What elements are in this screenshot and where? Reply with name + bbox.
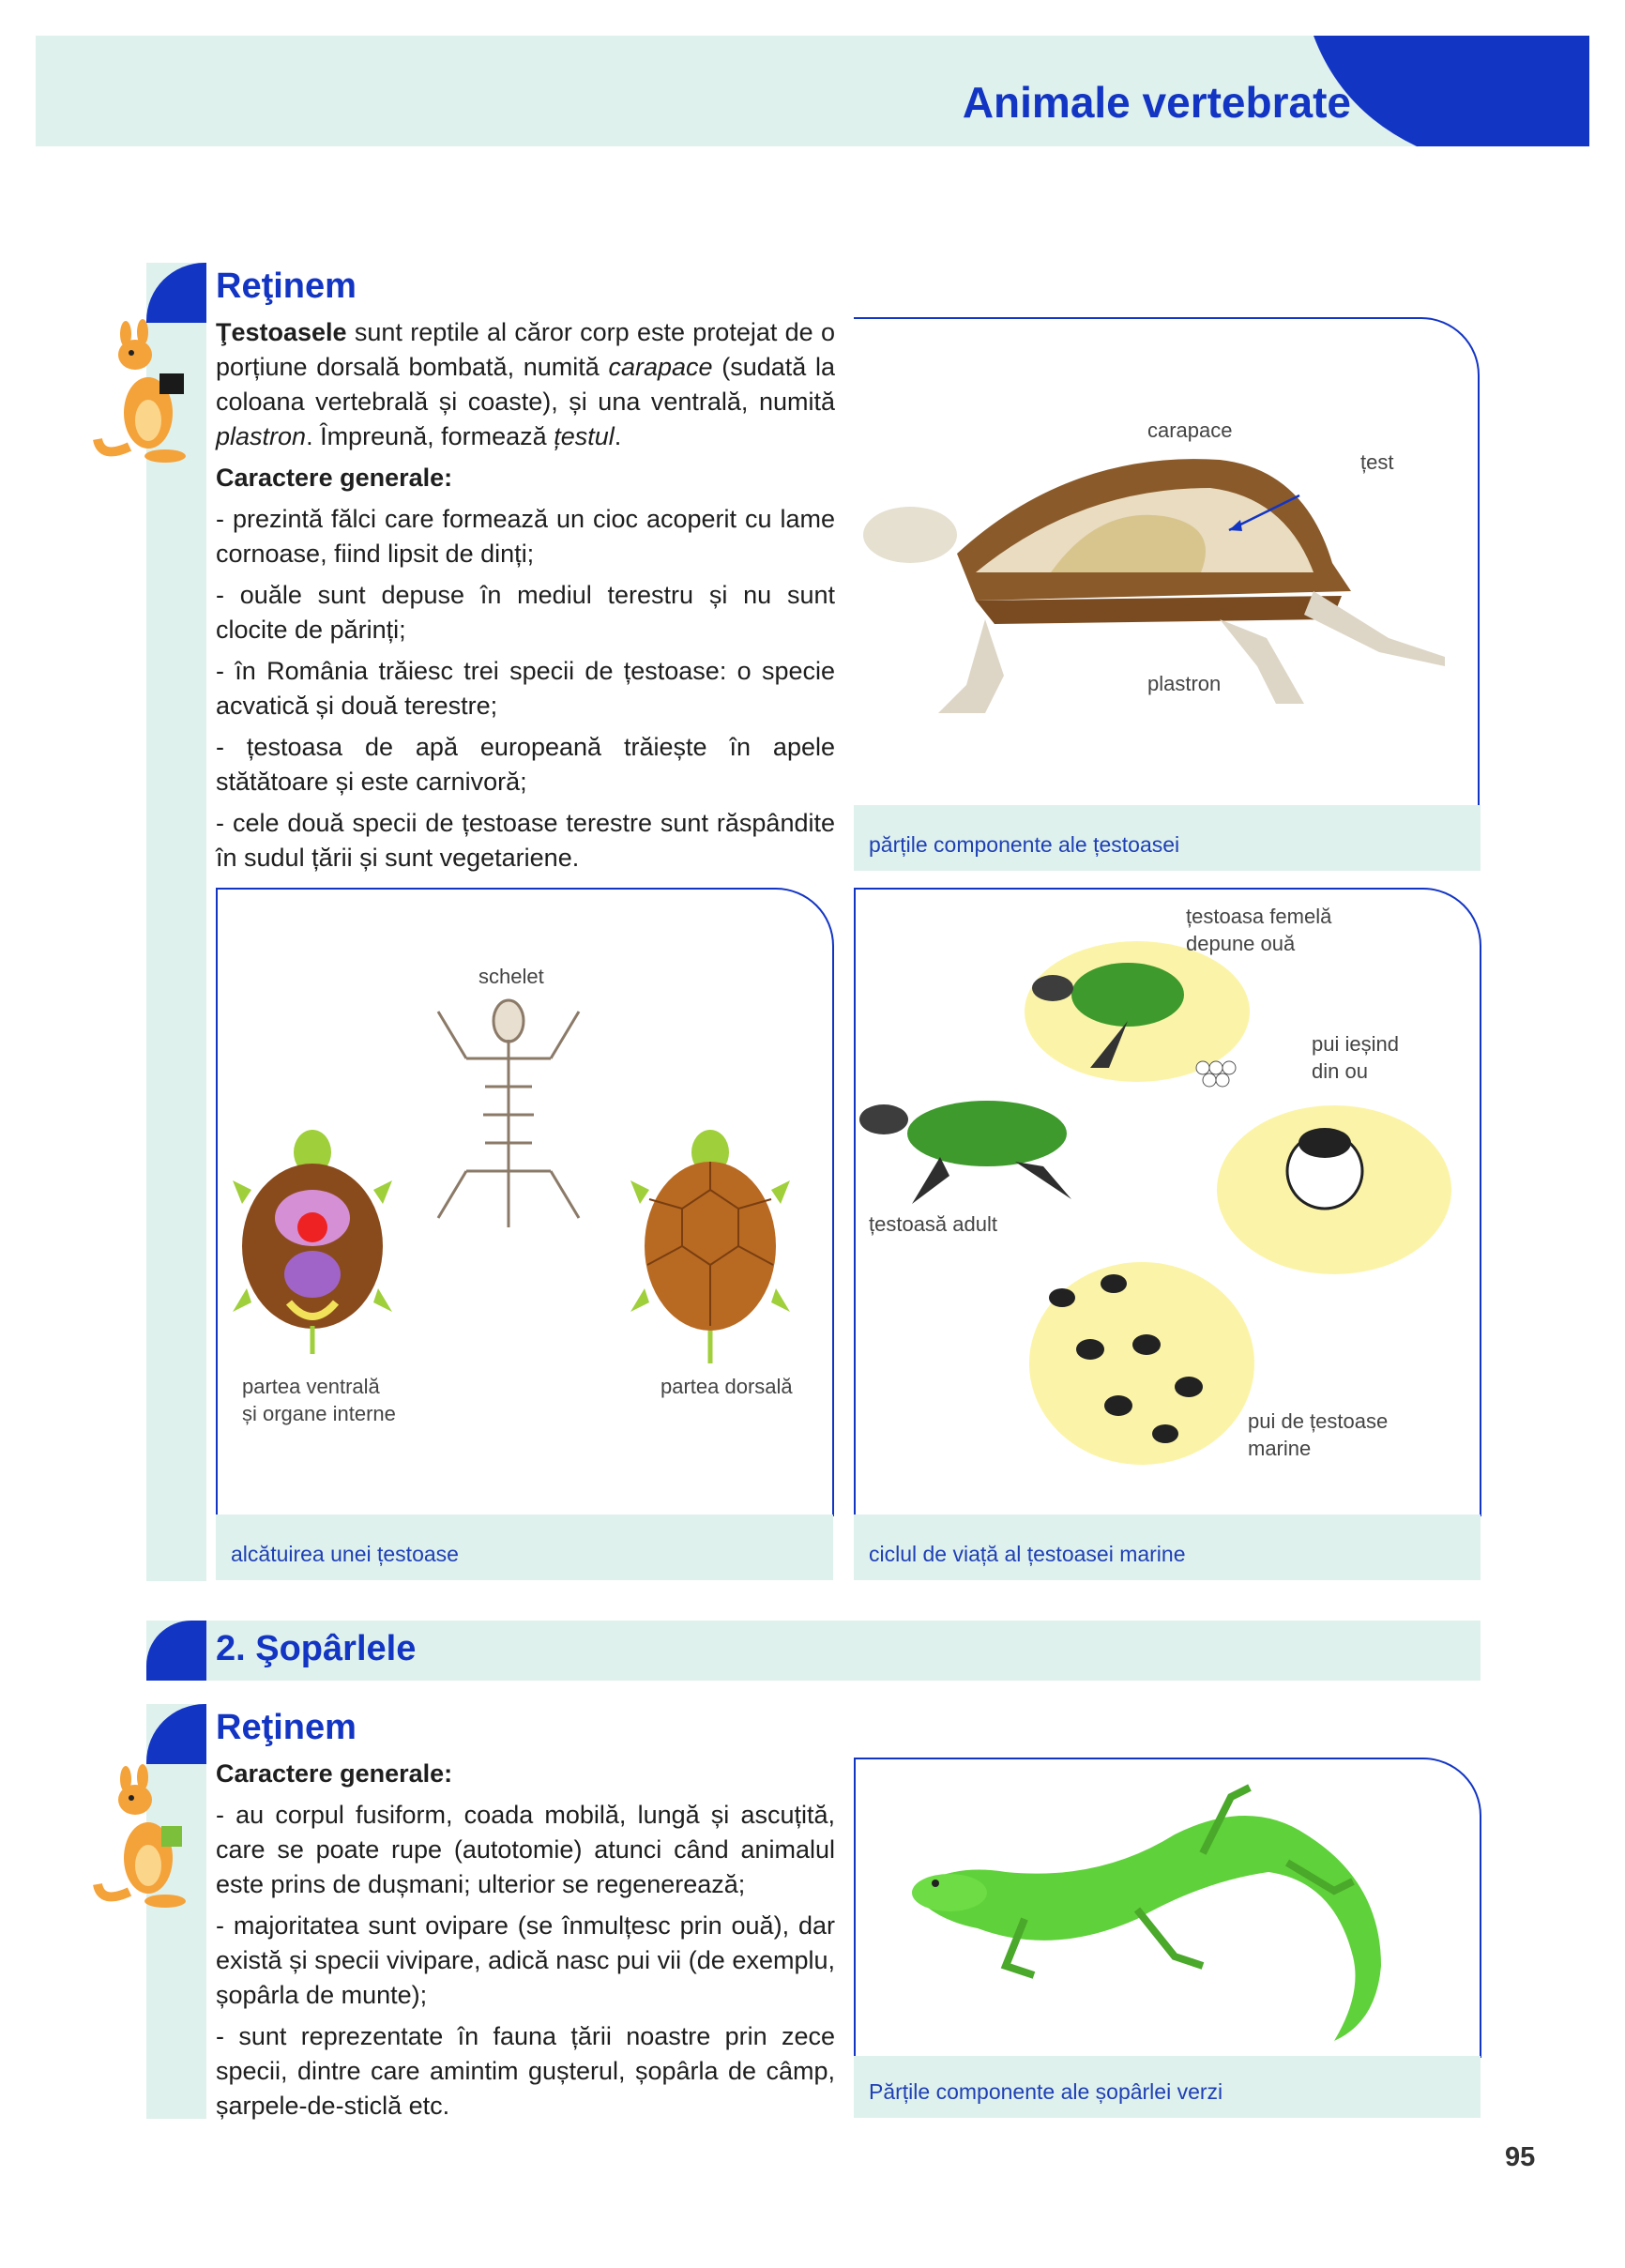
figure-turtle-structure [216,888,834,1516]
figure-green-lizard [854,1758,1481,2058]
section2-bullet: - majoritatea sunt ovipare (se înmulțesc prin ouă), dar există și specii vivipare, adică nasc pui vii (de exemplu, șopârla de munte); [216,1911,835,2009]
label-hatch-line2: din ou [1312,1059,1368,1083]
adult-turtle-image [856,1082,1090,1213]
caption-turtle-structure: alcătuirea unei țestoase [216,1515,833,1580]
section2-text [216,1757,835,2130]
section1-subheading: Caractere generale: [216,464,453,492]
section2-subheading: Caractere generale: [216,1759,453,1788]
label-carapace: carapace [1147,419,1233,442]
turtle-dorsal-image [621,1124,799,1368]
kangaroo-mascot-icon [92,1764,205,1914]
section1-text [216,315,835,882]
caption-sea-turtle-lifecycle: ciclul de viață al țestoasei marine [854,1515,1481,1580]
turtle-skeleton-image [429,993,588,1246]
section2-bullet: - au corpul fusiform, coada mobilă, lungă și ascuțită, care se poate rupe (autotomie) atunci când animalul este prins de dușmani; ulterior se regenerează; [216,1801,835,1898]
section2-heading: Reţinem [216,1708,357,1747]
section1-bullet: - cele două specii de țestoase terestre sunt răspândite în sudul țării și sunt vegetariene. [216,809,835,872]
label-skeleton: schelet [478,965,544,988]
label-dorsal: partea dorsală [661,1375,793,1398]
section2-bullet: - sunt reprezentate în fauna țării noastre prin zece specii, dintre care amintim gușterul, șopârla de câmp, șarpele-de-sticlă etc. [216,2022,835,2120]
section1-bullet: - prezintă fălci care formează un cioc acoperit cu lame cornoase, fiind lipsit de dinți; [216,505,835,568]
section1-heading: Reţinem [216,266,357,306]
label-young-line1: pui de țestoase [1248,1409,1389,1433]
caption-turtle-parts: părțile componente ale țestoasei [854,805,1481,871]
section1-bullet: - ouăle sunt depuse în mediul terestru și nu sunt clocite de părinți; [216,581,835,644]
section2-title: 2. Şopârlele [216,1629,417,1668]
kangaroo-mascot-icon [92,319,205,469]
label-hatch-line1: pui ieșind [1312,1032,1399,1056]
label-ventral-line1: partea ventrală [242,1375,380,1398]
figure-sea-turtle-lifecycle [854,888,1481,1516]
label-female-line2: depune ouă [1186,932,1296,955]
caption-green-lizard: Părțile componente ale șopârlei verzi [854,2056,1481,2118]
label-female-line1: țestoasa femelă [1186,905,1332,928]
female-laying-eggs-image [1015,936,1259,1105]
label-adult: țestoasă adult [869,1212,997,1236]
page-title: Animale vertebrate [962,78,1351,127]
label-ventral-line2: și organe interne [242,1402,396,1425]
header-corner-decoration [1314,36,1589,146]
green-lizard-image [893,1778,1456,2050]
section1-bullet: - țestoasa de apă europeană trăiește în apele stătătoare și este carnivoră; [216,733,835,796]
sea-turtle-babies-image [1025,1256,1259,1471]
turtle-cross-section-image [863,432,1464,769]
page-number: 95 [1505,2142,1536,2172]
turtle-definition: Ţestoasele sunt reptile al căror corp este protejat de o porțiune dorsală bombată, numită carapace (sudată la coloana vertebrală și coaste), și una ventrală, numită plastron. Împreună, formează țestul. [216,318,836,450]
label-plastron: plastron [1147,672,1222,695]
section1-bullet: - în România trăiesc trei specii de țestoase: o specie acvatică și două terestre; [216,657,835,720]
turtle-ventral-image [223,1124,402,1359]
label-young-line2: marine [1248,1437,1312,1460]
figure-turtle-parts [854,317,1480,807]
label-test: țest [1360,450,1394,474]
